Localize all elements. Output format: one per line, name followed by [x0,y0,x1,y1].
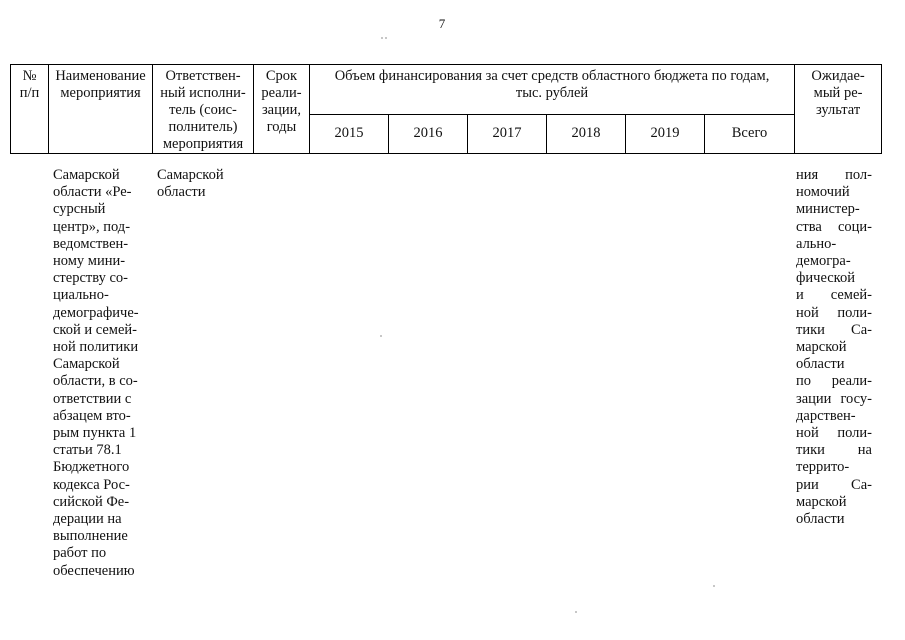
header-total: Всего [705,114,795,153]
measure-name-line: сийской Фе- [53,493,130,510]
result-line: тики на [796,442,872,459]
result-line: марской [796,493,847,510]
header-name-line: Наименование [55,68,146,84]
measure-name-line: ской и семей- [53,321,138,338]
header-num [11,65,49,154]
measure-name-line: статьи 78.1 [53,442,122,459]
scan-speck [385,37,387,39]
header-responsible-line: полнитель) [168,119,238,135]
header-year: 2017 [468,114,547,153]
measure-name-cell [53,167,151,580]
measure-name-line: абзацем вто- [53,407,131,424]
result-line: демогра- [796,253,851,270]
result-line: дарствен- [796,407,856,424]
result-line: тики Са- [796,321,872,338]
measure-name-line: кодекса Рос- [53,476,130,493]
header-result [795,65,882,154]
measure-name-line: области, в со- [53,373,138,390]
header-term-line: Срок [265,68,298,84]
measure-name-line: циально- [53,287,109,304]
result-line: ной поли- [796,304,872,321]
header-term [254,65,310,154]
scan-speck [381,37,383,39]
header-result-line: Ожидае- [811,68,865,84]
result-line: номочий [796,184,850,201]
expected-result-cell [796,167,872,528]
result-line: по реали- [796,373,872,390]
header-responsible-line: ный исполни- [160,85,246,101]
result-line: террито- [796,459,850,476]
header-year: 2016 [389,114,468,153]
measure-name-line: работ по [53,545,107,562]
header-name [49,65,153,154]
scan-speck [575,611,577,613]
responsible-line: Самарской [157,167,224,183]
header-term-line: реали- [261,85,302,101]
measure-name-line: области «Ре- [53,184,132,201]
result-line: ной поли- [796,425,872,442]
header-funding [310,65,795,115]
measure-name-line: Самарской [53,356,120,373]
scan-speck [380,335,382,337]
measure-name-line: сурсный [53,201,106,218]
measure-name-line: обеспечению [53,562,135,579]
page-number: 7 [438,16,446,31]
scan-speck [713,585,715,587]
financing-table-header [10,64,882,154]
measure-name-line: центр», под- [53,218,131,235]
header-responsible-line: Ответствен- [165,68,241,84]
result-line: марской [796,339,847,356]
header-funding-line: тыс. рублей [515,85,589,101]
result-line: области [796,511,845,528]
result-line: ства соци- [796,218,872,235]
responsible-line: области [157,184,206,201]
measure-name-line: дерации на [53,511,122,528]
header-result-line: мый ре- [813,85,863,101]
result-line: ально- [796,235,837,252]
measure-name-line: Бюджетного [53,459,130,476]
header-responsible-line: мероприятия [162,136,244,152]
header-num-line: № [22,68,37,84]
result-line: рии Са- [796,476,872,493]
responsible-cell [157,167,253,201]
header-responsible-line: тель (соис- [169,102,237,118]
measure-name-line: выполнение [53,528,128,545]
result-line: области [796,356,845,373]
measure-name-line: рым пункта 1 [53,425,137,442]
result-line: фической [796,270,855,287]
measure-name-line: Самарской [53,167,120,183]
header-funding-line: Объем финансирования за счет средств областного бюджета по годам, [334,68,770,84]
header-responsible [153,65,254,154]
header-result-line: зультат [815,102,861,118]
header-year: 2019 [626,114,705,153]
result-line: министер- [796,201,860,218]
measure-name-line: демографиче- [53,304,139,321]
header-name-line: мероприятия [60,85,141,101]
header-year: 2015 [310,114,389,153]
measure-name-line: ведомствен- [53,235,129,252]
result-line: и семей- [796,287,872,304]
header-term-line: зации, [261,102,302,118]
header-year: 2018 [547,114,626,153]
result-line: ния пол- [796,167,872,183]
measure-name-line: ответствии с [53,390,132,407]
result-line: зации госу- [796,390,872,407]
header-term-line: годы [266,119,297,135]
measure-name-line: ному мини- [53,253,126,270]
measure-name-line: ной политики [53,339,139,356]
header-num-line: п/п [19,85,40,101]
measure-name-line: стерству со- [53,270,128,287]
